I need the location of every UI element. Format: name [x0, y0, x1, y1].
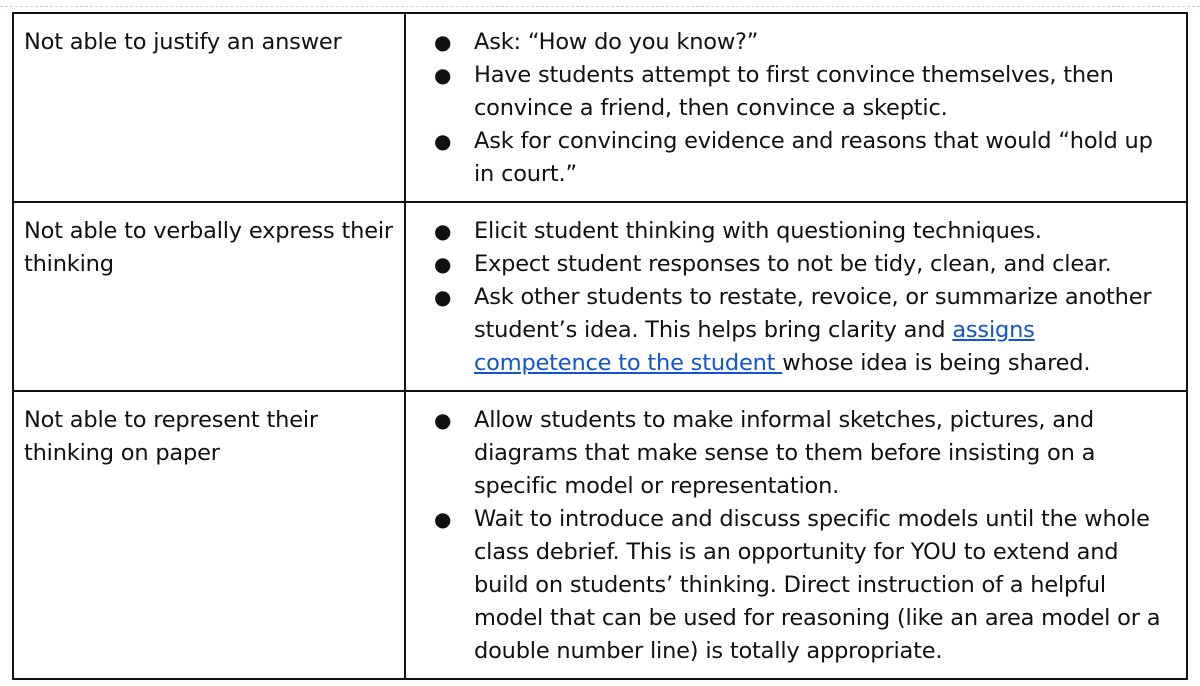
- list-item: [406, 248, 1178, 281]
- strategies-list: [406, 392, 1186, 678]
- strategy-text-before-link: Ask other students to restate, revoice, or summarize another student’s idea. This helps bring clarity and: [474, 284, 1152, 343]
- issue-cell: [13, 391, 405, 679]
- strategy-text: Allow students to make informal sketches, pictures, and diagrams that make sense to them before insisting on a specific model or representation.: [474, 407, 1096, 499]
- ruler-guide: [0, 6, 1200, 7]
- table-row: [13, 202, 1187, 391]
- issue-cell: [13, 202, 405, 391]
- list-item: [406, 125, 1178, 191]
- bullet-icon: ●: [434, 507, 452, 531]
- bullet-icon: ●: [434, 408, 452, 432]
- list-item: [406, 281, 1178, 380]
- strategy-text: Ask: “How do you know?”: [474, 29, 759, 55]
- bullet-icon: ●: [434, 285, 452, 309]
- strategies-cell: [405, 13, 1187, 202]
- list-item: [406, 59, 1178, 125]
- strategy-text: Wait to introduce and discuss specific models until the whole class debrief. This is an opportunity for YOU to extend and build on students’ thinking. Direct instruction of a helpful model that can be used for reasoning (like an area model or a double number line) is totally appropriate.: [474, 506, 1161, 664]
- bullet-icon: ●: [434, 129, 452, 153]
- strategies-table: [12, 12, 1188, 680]
- table-row: [13, 391, 1187, 679]
- strategy-text-after-link: whose idea is being shared.: [782, 350, 1091, 376]
- strategy-text: Ask for convincing evidence and reasons that would “hold up in court.”: [474, 128, 1153, 187]
- list-item: [406, 503, 1178, 668]
- list-item: [406, 215, 1178, 248]
- bullet-icon: ●: [434, 252, 452, 276]
- bullet-icon: ●: [434, 63, 452, 87]
- strategies-cell: [405, 391, 1187, 679]
- table-row: [13, 13, 1187, 202]
- strategies-list: [406, 14, 1186, 201]
- issue-text: Not able to verbally express their thinking: [24, 218, 393, 277]
- issue-cell: [13, 13, 405, 202]
- bullet-icon: ●: [434, 30, 452, 54]
- list-item: [406, 26, 1178, 59]
- issue-text: Not able to represent their thinking on paper: [24, 407, 318, 466]
- strategies-cell: [405, 202, 1187, 391]
- strategies-list: [406, 203, 1186, 390]
- issue-text: Not able to justify an answer: [24, 29, 342, 55]
- bullet-icon: ●: [434, 219, 452, 243]
- strategy-text: Have students attempt to first convince themselves, then convince a friend, then convince a skeptic.: [474, 62, 1114, 121]
- strategy-text: Expect student responses to not be tidy, clean, and clear.: [474, 251, 1112, 277]
- assigns-competence-link[interactable]: assigns competence to the student: [474, 317, 1035, 376]
- list-item: [406, 404, 1178, 503]
- strategy-text: Elicit student thinking with questioning techniques.: [474, 218, 1042, 244]
